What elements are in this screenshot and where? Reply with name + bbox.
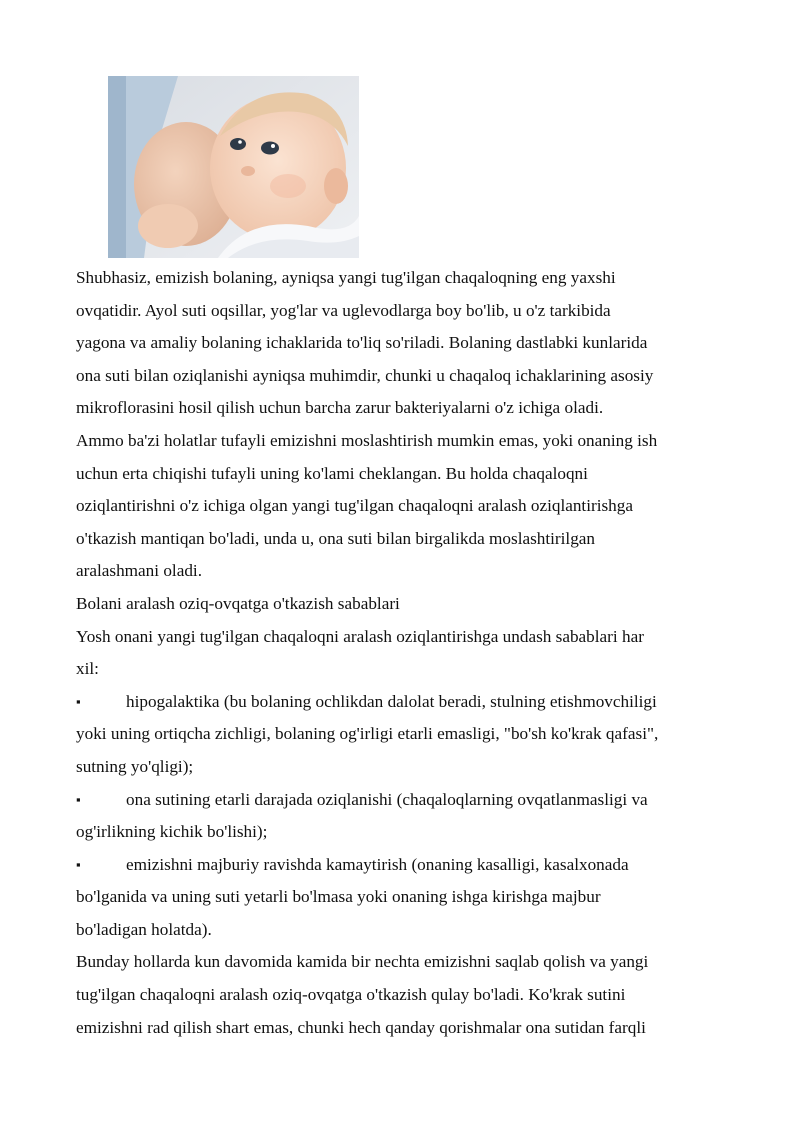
text-line: Yosh onani yangi tug'ilgan chaqaloqni aralash oziqlantirishga undash sabablari har — [76, 626, 644, 646]
text-line: oziqlantirishni o'z ichiga olgan yangi tug'ilgan chaqaloqni aralash oziqlantirishga — [76, 496, 633, 516]
breastfeeding-baby-photo — [108, 76, 359, 258]
text-line: Bunday hollarda kun davomida kamida bir nechta emizishni saqlab qolish va yangi — [76, 952, 649, 972]
text-line: xil: — [76, 659, 99, 679]
text-line: o'tkazish mantiqan bo'ladi, unda u, ona suti bilan birgalikda moslashtirilgan — [76, 528, 596, 548]
text-line: uchun erta chiqishi tufayli uning ko'lami cheklangan. Bu holda chaqaloqni — [76, 463, 588, 483]
text-line: tug'ilgan chaqaloqni aralash oziq-ovqatga o'tkazish qulay bo'ladi. Ko'krak sutini — [76, 985, 626, 1005]
list-item-text: emizishni majburiy ravishda kamaytirish (onaning kasalligi, kasalxonada — [126, 854, 629, 874]
bullet-square-icon: ▪ — [76, 856, 81, 872]
paragraph-breastfeeding-benefits — [76, 262, 726, 425]
text-line: sutning yo'qligi); — [76, 756, 194, 776]
bullet-square-icon: ▪ — [76, 693, 81, 709]
list-item — [76, 686, 726, 784]
list-item — [76, 849, 726, 947]
bullet-square-icon: ▪ — [76, 791, 81, 807]
text-line: og'irlikning kichik bo'lishi); — [76, 822, 268, 842]
section-heading: Bolani aralash oziq-ovqatga o'tkazish sabablari — [76, 593, 400, 613]
text-line: aralashmani oladi. — [76, 561, 202, 581]
text-line: yagona va amaliy bolaning ichaklarida to'liq so'riladi. Bolaning dastlabki kunlarida — [76, 333, 648, 353]
baby-image-illustration — [108, 76, 359, 258]
text-line: Shubhasiz, emizish bolaning, ayniqsa yangi tug'ilgan chaqaloqning eng yaxshi — [76, 268, 616, 287]
text-line: yoki uning ortiqcha zichligi, bolaning og'irligi etarli emasligi, "bo'sh ko'krak qafasi", — [76, 724, 659, 744]
list-item-text: hipogalaktika (bu bolaning ochlikdan dalolat beradi, stulning etishmovchiligi — [126, 691, 657, 711]
list-item — [76, 784, 726, 849]
bullet-list — [76, 686, 726, 947]
text-line: ona suti bilan oziqlanishi ayniqsa muhimdir, chunki u chaqaloq ichaklarining asosiy — [76, 365, 654, 385]
list-item-text: ona sutining etarli darajada oziqlanishi (chaqaloqlarning ovqatlanmasligi va — [126, 789, 648, 809]
text-line: mikroflorasini hosil qilish uchun barcha zarur bakteriyalarni o'z ichiga oladi. — [76, 398, 604, 418]
paragraph-reasons-intro — [76, 621, 726, 686]
text-line: bo'ladigan holatda). — [76, 919, 212, 939]
body-text — [76, 262, 726, 1044]
text-line: emizishni rad qilish shart emas, chunki hech qanday qorishmalar ona sutidan farqli — [76, 1017, 646, 1037]
text-line: bo'lganida va uning suti yetarli bo'lmasa yoki onaning ishga kirishga majbur — [76, 887, 601, 907]
paragraph-keep-breastfeeding — [76, 946, 726, 1044]
paragraph-mixed-feeding — [76, 425, 726, 588]
text-line: ovqatidir. Ayol suti oqsillar, yog'lar va uglevodlarga boy bo'lib, u o'z tarkibida — [76, 300, 611, 320]
text-line: Ammo ba'zi holatlar tufayli emizishni moslashtirish mumkin emas, yoki onaning ish — [76, 430, 658, 450]
